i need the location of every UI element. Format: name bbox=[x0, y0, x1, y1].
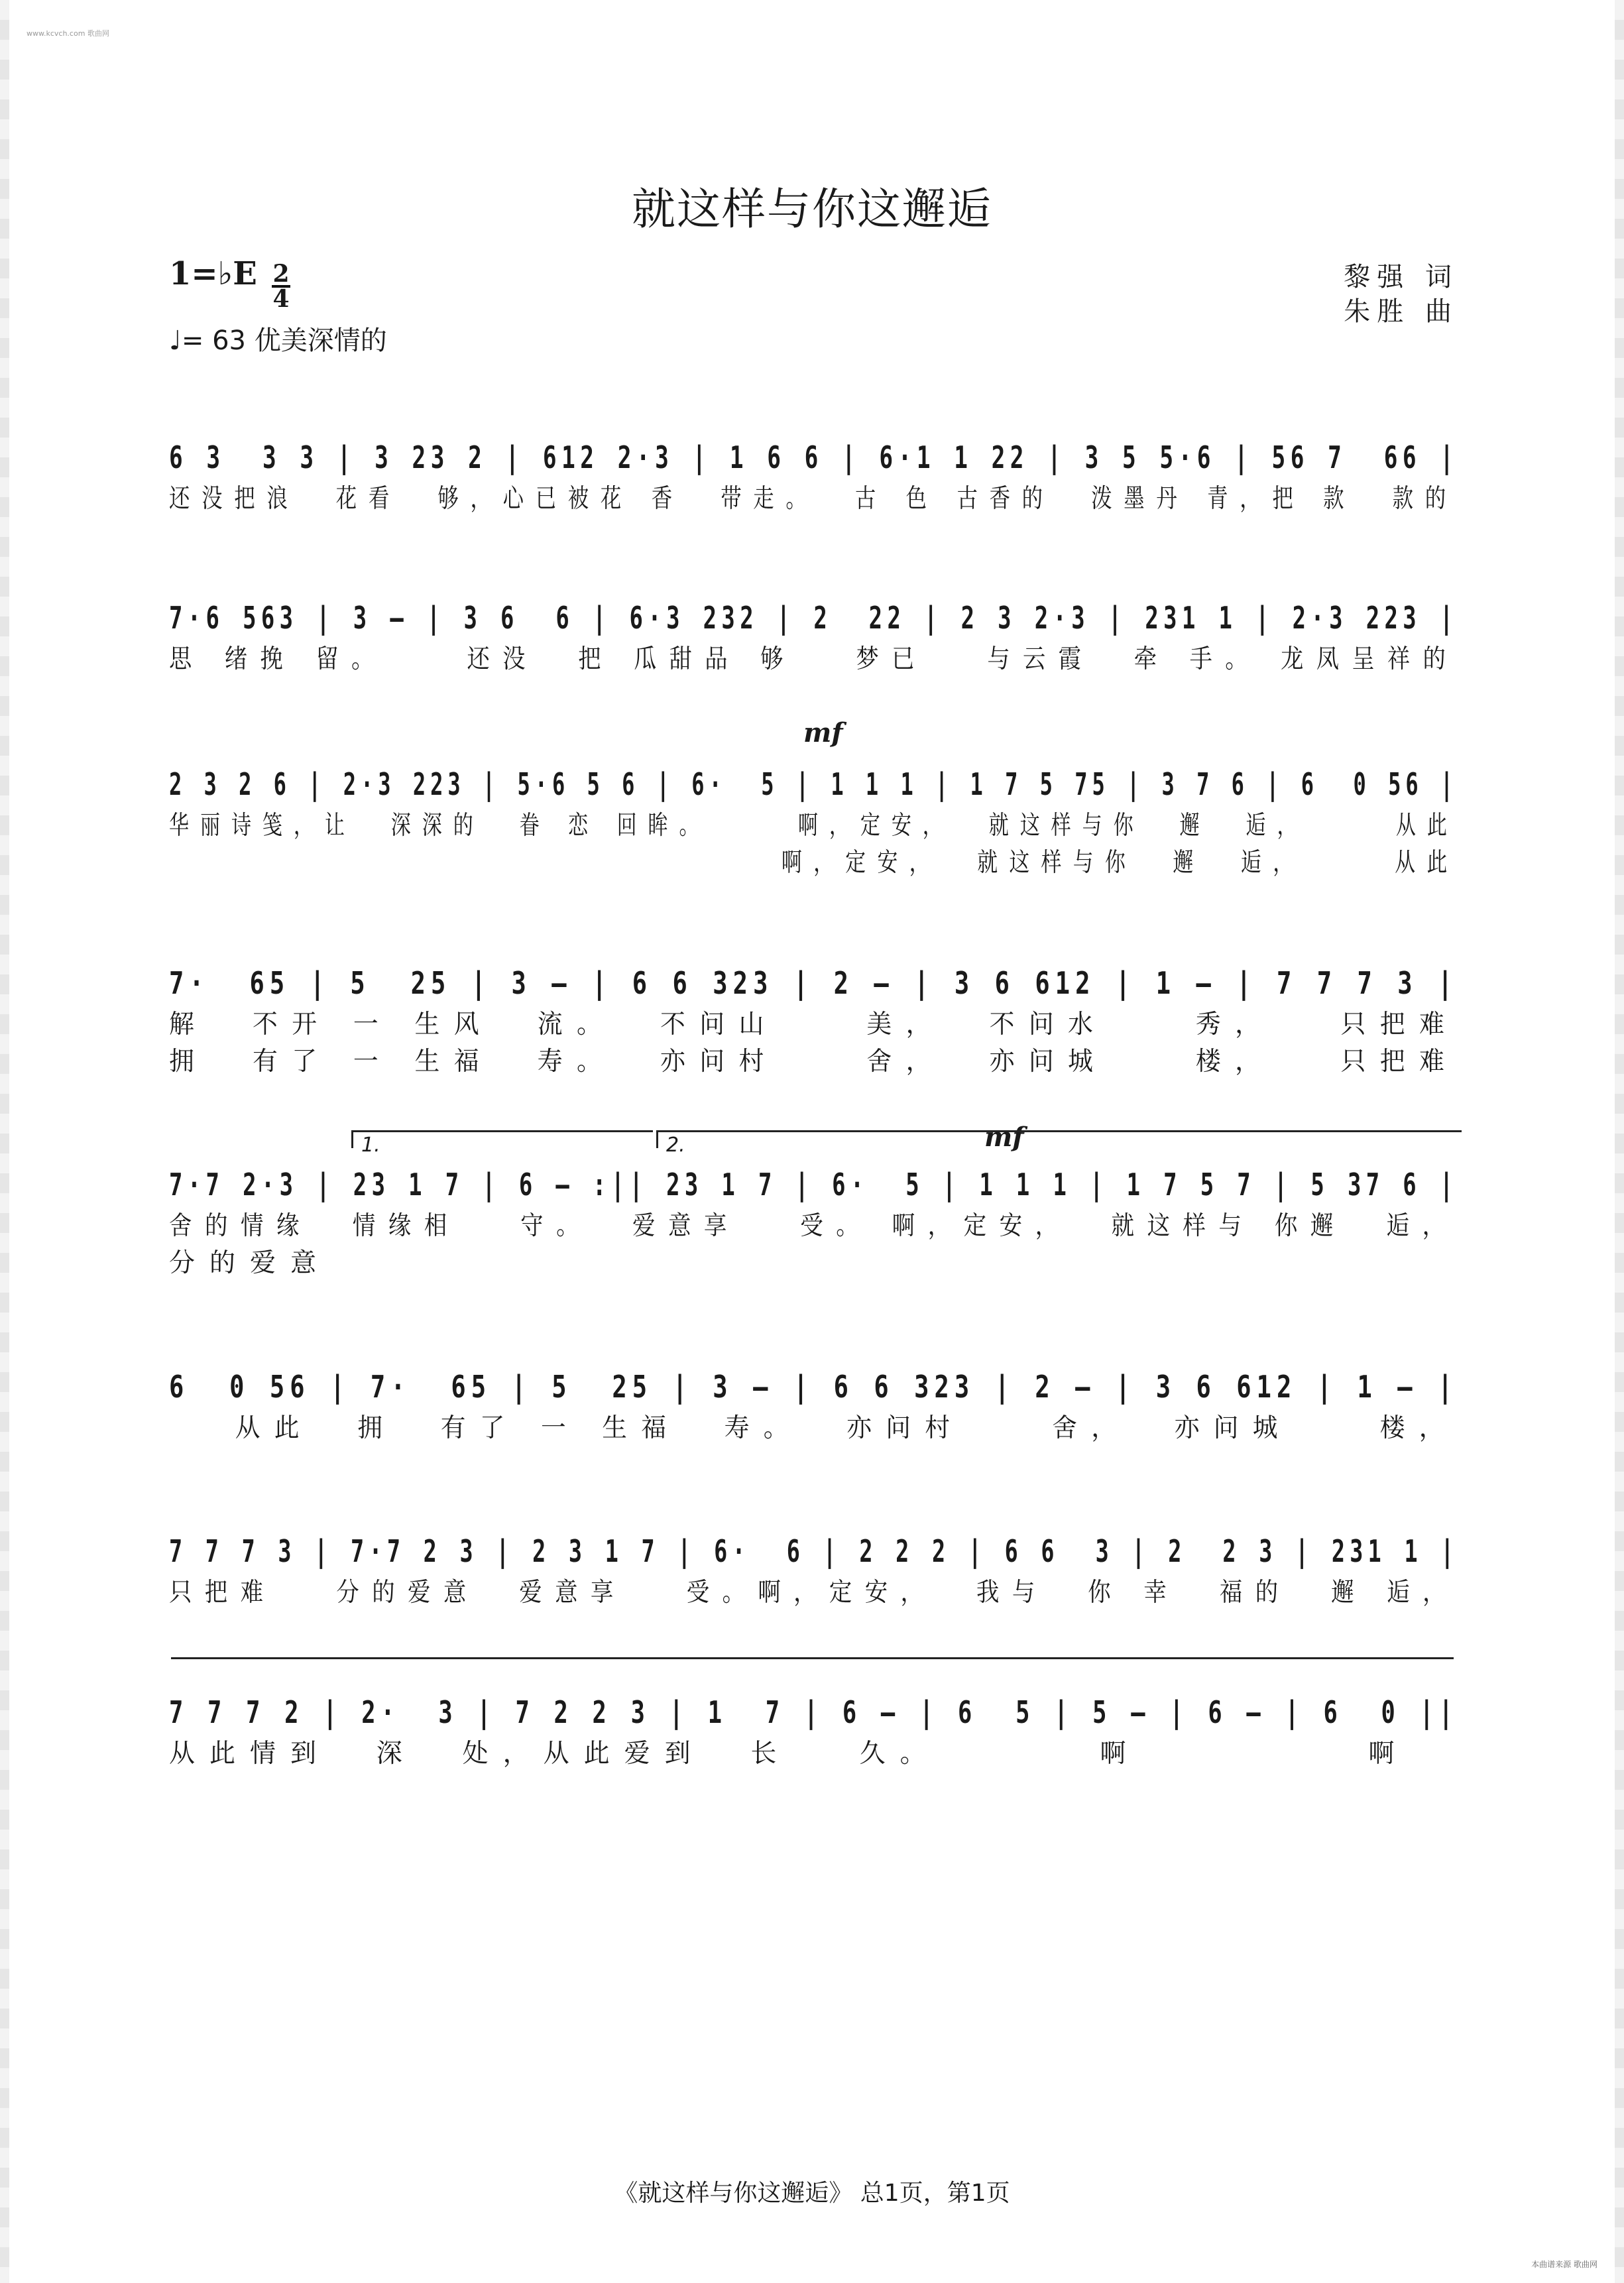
staff-row-6 bbox=[169, 1364, 1458, 1447]
lyrics-line: 只把难 分的爱意 爱意享 受。啊，定安， 我与 你 幸 福的 邂 逅， bbox=[169, 1578, 1458, 1608]
dynamic-mf-marking: mf bbox=[803, 717, 843, 748]
lyrics-line: 还没把浪 花看 够，心已被花 香 带走。 古 色 古香的 泼墨丹 青，把 款 款的 bbox=[169, 484, 1458, 514]
staff-row-3 bbox=[169, 761, 1458, 882]
lyrics-line: 从此情到 深 处，从此爱到 长 久。 啊 啊 bbox=[169, 1739, 1409, 1769]
lyrics-line: 解 不开 一 生风 流。 不问山 美， 不问水 秀， 只把难 bbox=[169, 1010, 1459, 1039]
lyricist-credit: 黎强 词 bbox=[1344, 262, 1458, 292]
first-ending-bracket: 1. bbox=[351, 1130, 653, 1148]
lyrics-line: 舍的情缘 情缘相 守。 爱意享 受。 啊，定安， 就这样与 你邂 逅， bbox=[169, 1211, 1458, 1241]
composer-credit: 朱胜 曲 bbox=[1344, 296, 1458, 327]
tempo-marking: ♩= 63 优美深情的 bbox=[169, 325, 387, 356]
staff-row-1 bbox=[169, 434, 1458, 518]
staff-row-4 bbox=[169, 960, 1458, 1081]
right-margin-strip bbox=[1615, 0, 1624, 2283]
notation-line: 2 3 2 6 | 2·3 223 | 5·6 5 6 | 6· 5 | 1 1 1 | 1 7 5 75 | 3 7 6 | 6 0 56 | bbox=[169, 766, 1458, 802]
lyrics-line: 分的爱意 bbox=[169, 1248, 331, 1278]
staff-row-8 bbox=[169, 1689, 1458, 1773]
notation-line: 7 7 7 3 | 7·7 2 3 | 2 3 1 7 | 6· 6 | 2 2 2 | 6 6 3 | 2 2 3 | 231 1 | bbox=[169, 1533, 1459, 1569]
notation-line: 7·7 2·3 | 23 1 7 | 6 – :|| 23 1 7 | 6· 5 | 1 1 1 | 1 7 5 7 | 5 37 6 | bbox=[169, 1167, 1458, 1202]
dynamic-mf-marking: mf bbox=[984, 1122, 1024, 1153]
final-system-bracket bbox=[171, 1657, 1454, 1659]
notation-line: 7· 65 | 5 25 | 3 – | 6 6 323 | 2 – | 3 6 612 | 1 – | 7 7 7 3 | bbox=[169, 965, 1458, 1001]
top-watermark: www.kcvch.com 歌曲网 bbox=[27, 29, 109, 38]
page-footer: 《就这样与你这邂逅》 总1页，第1页 bbox=[614, 2180, 1010, 2207]
staff-row-5 bbox=[169, 1161, 1458, 1282]
staff-row-7 bbox=[169, 1528, 1458, 1611]
time-sig-bottom: 4 bbox=[272, 285, 290, 313]
notation-line: 7·6 563 | 3 – | 3 6 6 | 6·3 232 | 2 22 | 2 3 2·3 | 231 1 | 2·3 223 | bbox=[169, 600, 1458, 636]
time-sig-top: 2 bbox=[272, 260, 290, 288]
staff-row-2 bbox=[169, 595, 1458, 678]
left-margin-strip bbox=[0, 0, 9, 2283]
lyrics-line: 华丽诗笺，让 深深的 眷 恋 回眸。 啊，定安， 就这样与你 邂 逅， 从此 bbox=[169, 811, 1458, 841]
source-note: 本曲谱来源 歌曲网 bbox=[1531, 2260, 1597, 2269]
lyrics-line: 拥 有了 一 生福 寿。 亦问村 舍， 亦问城 楼， 只把难 bbox=[169, 1047, 1459, 1077]
second-ending-bracket: 2. bbox=[656, 1130, 1462, 1148]
notation-line: 6 3 3 3 | 3 23 2 | 612 2·3 | 1 6 6 | 6·1 1 22 | 3 5 5·6 | 56 7 66 | bbox=[169, 439, 1459, 475]
notation-line: 7 7 7 2 | 2· 3 | 7 2 2 3 | 1 7 | 6 – | 6 5 | 5 – | 6 – | 6 0 || bbox=[169, 1694, 1458, 1730]
time-signature bbox=[272, 260, 290, 313]
lyrics-line: 啊，定安， 就这样与你 邂 逅， 从此 bbox=[169, 848, 1459, 878]
score-title: 就这样与你这邂逅 bbox=[632, 184, 992, 235]
lyrics-line: 从此 拥 有了 一 生福 寿。 亦问村 舍， 亦问城 楼， bbox=[169, 1413, 1458, 1443]
key-signature: 1=♭E bbox=[169, 255, 257, 292]
lyrics-line: 思 绪挽 留。 还没 把 瓜甜品 够 梦已 与云霞 牵 手。 龙凤呈祥的 bbox=[169, 644, 1459, 674]
notation-line: 6 0 56 | 7· 65 | 5 25 | 3 – | 6 6 323 | 2 – | 3 6 612 | 1 – | bbox=[169, 1369, 1458, 1405]
